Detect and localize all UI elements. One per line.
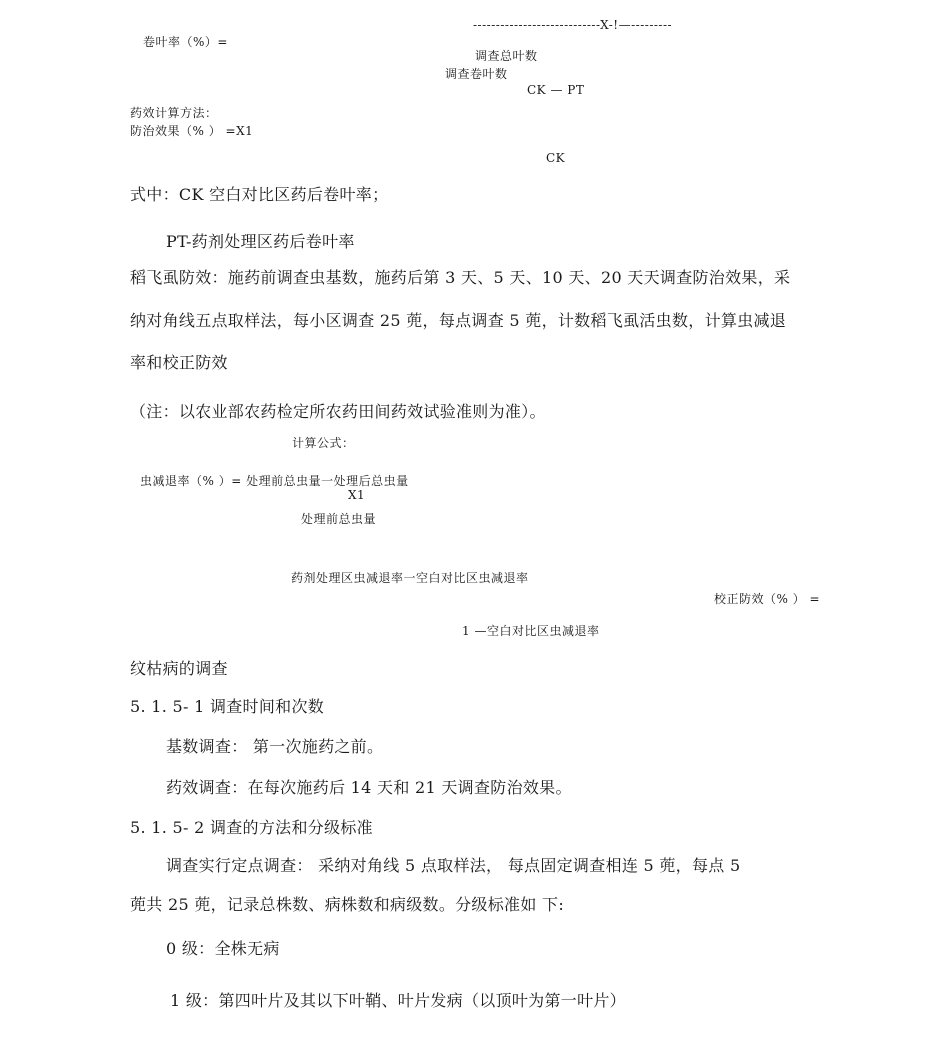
- efficacy-heading: 药效计算方法：: [130, 106, 218, 120]
- corrected-efficacy-denominator: 1 —空白对比区虫减退率: [462, 624, 600, 638]
- efficacy-survey-text: 药效调查：在每次施药后 14 天和 21 天调查防治效果。: [166, 778, 572, 797]
- grade-1-text: 1 级：第四叶片及其以下叶鞘、叶片发病（以顶叶为第一叶片）: [170, 991, 626, 1010]
- where-pt-text: PT-药剂处理区药后卷叶率: [166, 232, 355, 251]
- sheath-blight-heading: 纹枯病的调查: [130, 659, 228, 678]
- leaf-roll-denominator: 调查总叶数: [475, 49, 538, 63]
- method-paragraph-line1: 调查实行定点调查： 采纳对角线 5 点取样法， 每点固定调查相连 5 蔸，每点 5: [166, 856, 741, 875]
- grade-0-text: 0 级：全株无病: [166, 939, 280, 958]
- section-5-1-5-2-heading: 5. 1. 5- 2 调查的方法和分级标准: [130, 818, 373, 837]
- where-ck-text: 式中：CK 空白对比区药后卷叶率；: [130, 185, 389, 204]
- reduction-rate-formula: 虫减退率（% ）= 处理前总虫量一处理后总虫量: [140, 474, 409, 488]
- method-paragraph-line2: 蔸共 25 蔸，记录总株数、病株数和病级数。分级标准如 下:: [130, 895, 565, 914]
- efficacy-formula-label: 防治效果（% ） =X1: [130, 124, 254, 138]
- planthopper-paragraph-line1: 稻飞虱防效：施药前调查虫基数，施药后第 3 天、5 天、10 天、20 天天调查防治效果，采: [130, 268, 791, 287]
- standard-note: （注：以农业部农药检定所农药田间药效试验准则为准）。: [130, 402, 546, 421]
- reduction-rate-denominator: 处理前总虫量: [301, 512, 377, 526]
- corrected-efficacy-label: 校正防效（% ） =: [714, 592, 821, 606]
- section-5-1-5-1-heading: 5. 1. 5- 1 调查时间和次数: [130, 697, 325, 716]
- leaf-roll-rate-label: 卷叶率（%）=: [143, 35, 228, 49]
- reduction-rate-x1: X1: [348, 488, 366, 502]
- planthopper-paragraph-line3: 率和校正防效: [130, 353, 228, 372]
- planthopper-paragraph-line2: 纳对角线五点取样法，每小区调查 25 蔸，每点调查 5 蔸，计数稻飞虱活虫数，计算虫减退: [130, 311, 787, 330]
- leaf-roll-numerator: 调查卷叶数: [445, 67, 508, 81]
- base-survey-text: 基数调查： 第一次施药之前。: [166, 737, 384, 756]
- efficacy-denominator: CK: [546, 151, 566, 165]
- formula-heading: 计算公式：: [292, 436, 355, 450]
- efficacy-numerator: CK — PT: [527, 83, 585, 97]
- corrected-efficacy-numerator: 药剂处理区虫减退率一空白对比区虫减退率: [291, 571, 529, 585]
- fraction-line: ----------------------------X-!—---------: [473, 18, 673, 32]
